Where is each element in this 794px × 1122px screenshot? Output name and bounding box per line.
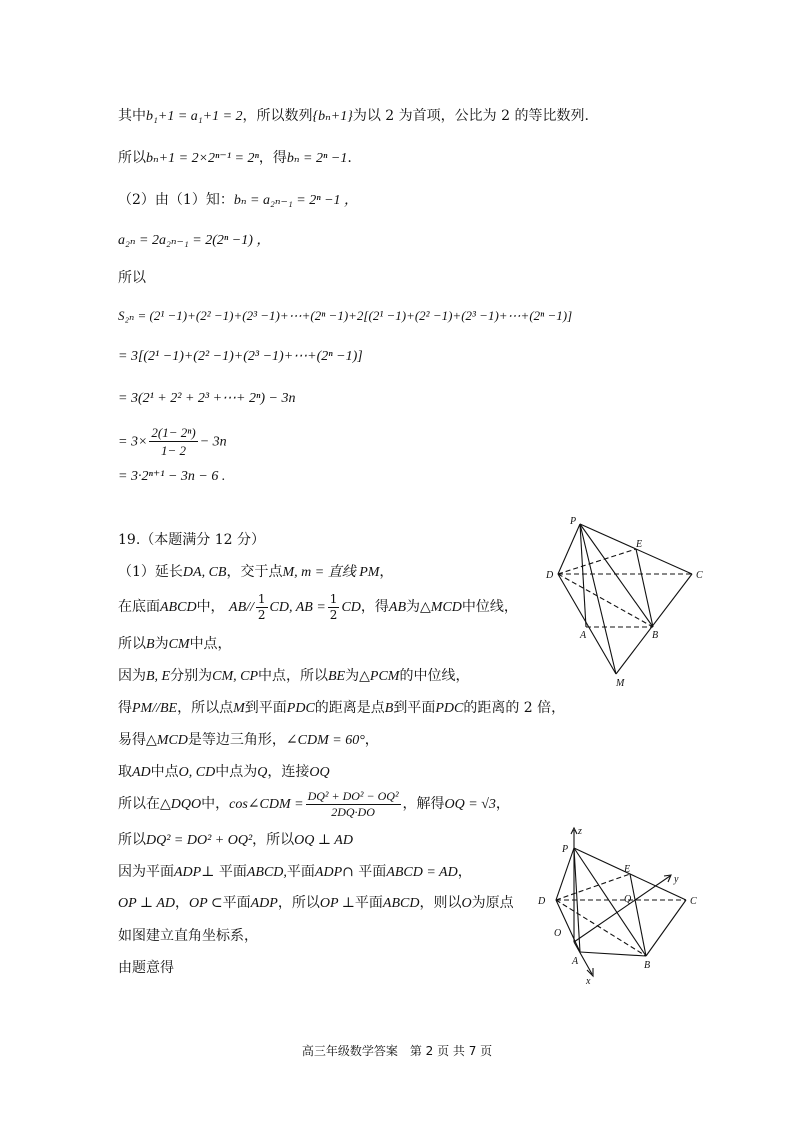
p4-text3: 中点，所以 (258, 668, 328, 684)
p2-ab: AB (388, 600, 406, 615)
p5-m: M (233, 701, 245, 716)
para-3 (118, 634, 232, 655)
para-13 (118, 958, 174, 978)
p4-be: B, E (146, 669, 171, 684)
p4-be2: BE (328, 669, 346, 684)
fig2-label-x: x (586, 976, 591, 986)
p7-ocd: O, CD (178, 765, 216, 780)
line5-text: 所以 (118, 270, 146, 286)
fig1-label-B: B (652, 630, 659, 641)
para-5 (118, 698, 565, 719)
p11-text2: 平面 (222, 895, 251, 911)
line-3 (118, 190, 358, 211)
edge-CM (616, 574, 692, 674)
p6-eq: ∠CDM = 60° (285, 733, 365, 748)
p9-text2: ，所以 (252, 832, 295, 848)
p4-pcm: PCM (369, 669, 400, 684)
line9-num: 2(1− 2ⁿ) (151, 425, 196, 440)
y-axis (574, 876, 670, 942)
p11-text4: 平面 (354, 895, 383, 911)
p3-text2: 为 (154, 636, 169, 652)
p5-pdc2: PDC (435, 701, 464, 716)
p4-text1: 因为 (118, 668, 146, 684)
p2-text3: ，得 (360, 599, 389, 615)
p2-f2-num: 1 (329, 591, 338, 606)
p8-text3: ，解得 (402, 796, 445, 812)
p6-text1: 易得△ (118, 732, 157, 748)
pyramid-figure-2 (532, 824, 712, 986)
p1-eq1: DA, CB (182, 565, 227, 580)
line2-eq: bₙ+1 = 2×2ⁿ⁻¹ = 2ⁿ (146, 151, 259, 166)
p8-tri: △DQO (160, 797, 202, 812)
edge-DB (558, 574, 653, 627)
p5-pdc: PDC (286, 701, 315, 716)
p10-text4: ∩ 平面 (342, 864, 387, 880)
line2-mid: ，得 (258, 150, 287, 166)
p7-text2: 中点 (150, 764, 179, 780)
para-10 (118, 862, 472, 883)
edge2-BC (646, 900, 686, 956)
fig2-label-D: D (538, 896, 546, 907)
p5-text6: 的距离的 2 倍， (463, 700, 566, 716)
p9-text1: 所以 (118, 832, 146, 848)
p8-text2: 中， (201, 796, 230, 812)
fig1-label-E: E (636, 539, 643, 550)
p8-text4: ， (495, 796, 510, 812)
p3-text3: 中点， (189, 636, 232, 652)
p4-text5: 的中位线， (399, 668, 470, 684)
line1-seq: {bₙ+1} (312, 109, 353, 124)
line1-mid: ，所以数列 (242, 108, 313, 124)
p6-mcd: MCD (156, 733, 188, 748)
p8-text1: 所以在 (118, 796, 160, 812)
p2-abcd: ABCD (160, 600, 197, 615)
line7-eq: = 3[(2¹ −1)+(2² −1)+(2³ −1)+⋯+(2ⁿ −1)] (118, 349, 363, 364)
p1-eq2: M, m = 直线 PM (282, 565, 380, 580)
p11-o: O (461, 896, 472, 911)
line-9 (118, 424, 227, 460)
p8-den: 2DQ·DO (331, 804, 375, 819)
p10-text1: 因为平面 (118, 864, 174, 880)
line1-eq1: b₁+1 = a₁+1 = 2 (146, 109, 243, 124)
p10-text2: ⊥ 平面 (201, 864, 247, 880)
fig2-label-C: C (690, 896, 697, 907)
line-10 (118, 466, 225, 487)
p2-text4: 为△ (406, 599, 431, 615)
p7-ad: AD (132, 765, 151, 780)
p2-eq1c: CD (341, 600, 361, 615)
p2-text5: 中位线， (461, 599, 518, 615)
p7-q: Q (257, 765, 268, 780)
line-7 (118, 346, 363, 367)
p3-b: B (146, 637, 155, 652)
p11-text5: ，则以 (419, 895, 462, 911)
p11-abcd: ABCD (382, 896, 420, 911)
line4-eq: a₂ₙ = 2a₂ₙ₋₁ = 2(2ⁿ −1) ， (118, 233, 271, 248)
fig2-label-A: A (572, 956, 579, 967)
p2-eq1b: CD, AB = (269, 600, 326, 615)
p9-eq2: OQ ⊥ AD (294, 833, 353, 848)
p9-eq: DQ² = DO² + OQ² (146, 833, 253, 848)
line-4 (118, 230, 270, 251)
p11-text3: ，所以 (277, 895, 320, 911)
para-8 (118, 786, 510, 823)
p5-text2: ，所以点 (177, 700, 234, 716)
pyramid-figure-1 (538, 512, 710, 690)
p8-num: DQ² + DO² − OQ² (307, 788, 399, 803)
q19-header-text: 19.（本题满分 12 分） (118, 532, 265, 548)
line3-text: （2）由（1）知： (118, 192, 234, 208)
para-4 (118, 666, 469, 687)
line9-post: − 3n (199, 434, 227, 450)
p5-text4: 的距离是点 (314, 700, 385, 716)
question-19-header (118, 530, 265, 550)
para-9 (118, 830, 353, 851)
p11-text1: ， (174, 895, 189, 911)
p5-text5: 到平面 (393, 700, 436, 716)
x-axis-arrow (587, 968, 593, 976)
p5-text3: 到平面 (244, 700, 287, 716)
fig2-label-y: y (674, 874, 679, 885)
fig2-label-E: E (624, 864, 631, 875)
p10-text5: ， (457, 864, 472, 880)
line-5 (118, 268, 146, 288)
p11-eq3: OP ⊥ (319, 896, 355, 911)
p10-adp2: ADP (314, 865, 343, 880)
fig1-label-M: M (616, 678, 625, 689)
line-6 (118, 306, 572, 327)
fig1-label-P: P (570, 516, 577, 527)
line2-eq2: bₙ = 2ⁿ −1 (286, 151, 348, 166)
p4-text4: 为△ (345, 668, 370, 684)
line10-eq: = 3·2ⁿ⁺¹ − 3n − 6 . (118, 469, 226, 484)
p4-cmcp: CM, CP (212, 669, 258, 684)
p2-f2-den: 2 (329, 607, 338, 622)
line1-prefix: 其中 (118, 108, 146, 124)
p8-res: OQ = √3 (444, 797, 496, 812)
fig2-label-O: O (554, 928, 562, 939)
line9-pre: = 3× (118, 434, 148, 450)
p1-text3: ， (379, 564, 394, 580)
p6-text2: 是等边三角形， (187, 732, 286, 748)
line2-end: . (347, 150, 352, 166)
p10-eq: ABCD = AD (386, 865, 458, 880)
p8-fraction (306, 789, 401, 820)
edge-PA (580, 524, 586, 627)
para-6 (118, 730, 379, 751)
p2-text2: 中， (196, 599, 225, 615)
line1-suffix: 为以 2 为首项，公比为 2 的等比数列. (352, 108, 589, 124)
p2-fraction-2 (328, 592, 340, 623)
edge2-AB (580, 952, 646, 956)
fig1-label-D: D (546, 570, 554, 581)
p10-abcd: ABCD, (246, 865, 287, 880)
p13-text: 由题意得 (118, 960, 174, 976)
p11-eq2: OP ⊂ (188, 896, 223, 911)
fig2-label-Q: Q (624, 894, 632, 905)
edge2-DE (556, 874, 630, 900)
p10-text3: 平面 (286, 864, 315, 880)
fig2-label-B: B (644, 960, 651, 971)
edge-DM (558, 574, 616, 674)
p7-text1: 取 (118, 764, 132, 780)
para-11 (118, 893, 514, 914)
p2-mcd: MCD (430, 600, 462, 615)
para-7 (118, 762, 330, 783)
edge-PM (580, 524, 616, 674)
line9-den: 1− 2 (161, 443, 187, 458)
p1-text2: ，交于点 (226, 564, 283, 580)
p3-text1: 所以 (118, 636, 146, 652)
fig2-label-P: P (562, 844, 569, 855)
fig1-label-A: A (580, 630, 587, 641)
line6-eq: S₂ₙ = (2¹ −1)+(2² −1)+(2³ −1)+⋯+(2ⁿ −1)+2[(2¹ −1)+(2² −1)+(2³ −1)+⋯+(2ⁿ −1)] (118, 308, 573, 323)
p2-text1: 在底面 (118, 599, 160, 615)
p4-text2: 分别为 (170, 668, 213, 684)
para-1 (118, 562, 393, 583)
para-2 (118, 590, 518, 625)
line9-fraction (149, 424, 197, 459)
p11-eq1: OP ⊥ AD (118, 896, 175, 911)
p2-eq1a: AB// (229, 600, 254, 615)
line-1 (118, 106, 589, 127)
p8-cos: cos∠CDM = (229, 797, 304, 812)
p1-text1: （1）延长 (118, 564, 183, 580)
p2-f1-num: 1 (257, 591, 266, 606)
line-8 (118, 388, 296, 409)
line8-eq: = 3(2¹ + 2² + 2³ +⋯+ 2ⁿ) − 3n (118, 391, 296, 406)
p7-text3: 中点为 (215, 764, 258, 780)
p3-cm: CM (168, 637, 190, 652)
p11-text6: 为原点 (471, 895, 514, 911)
p10-adp: ADP (174, 865, 202, 880)
p6-text3: ， (364, 732, 379, 748)
line3-eq: bₙ = a₂ₙ₋₁ = 2ⁿ −1 ， (233, 193, 359, 208)
p2-f1-den: 2 (257, 607, 266, 622)
p7-oq: OQ (309, 765, 330, 780)
edge2-DA (556, 900, 580, 952)
p7-text4: ，连接 (267, 764, 310, 780)
p5-b: B (384, 701, 394, 716)
fig2-label-z: z (578, 826, 582, 837)
p2-fraction-1 (256, 592, 268, 623)
p5-text1: 得 (118, 700, 132, 716)
para-12 (118, 926, 258, 946)
edge-PD (558, 524, 580, 574)
fig1-label-C: C (696, 570, 703, 581)
line2-prefix: 所以 (118, 150, 146, 166)
p5-pmbe: PM//BE (132, 701, 178, 716)
page-footer: 高三年级数学答案 第 2 页 共 7 页 (301, 1044, 493, 1058)
p12-text: 如图建立直角坐标系， (118, 928, 258, 944)
edge2-PD (556, 848, 574, 900)
edge-DE (558, 549, 636, 574)
line-2 (118, 148, 352, 169)
p11-adp: ADP (250, 896, 278, 911)
